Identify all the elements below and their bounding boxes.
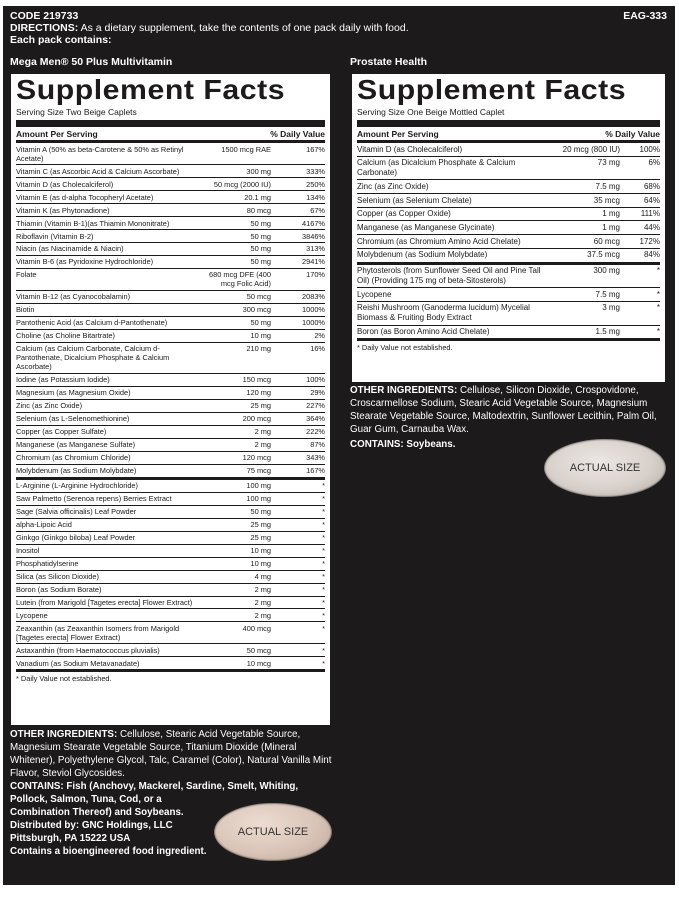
nutrient-daily-value: 2083% xyxy=(301,292,325,302)
nutrient-amount: 80 mcg xyxy=(246,205,271,215)
nutrient-row xyxy=(357,157,660,181)
nutrient-amount: 37.5 mcg xyxy=(587,250,620,260)
nutrient-name: alpha-Lipoic Acid xyxy=(16,520,72,530)
nutrient-name: Molybdenum (as Sodium Molybdate) xyxy=(16,466,137,476)
nutrient-amount: 2 mg xyxy=(254,598,271,608)
nutrient-amount: 20 mcg (800 IU) xyxy=(562,144,620,154)
nutrient-name: Manganese (as Manganese Glycinate) xyxy=(357,222,495,232)
nutrient-daily-value: 67% xyxy=(310,205,325,215)
left-supplement-facts xyxy=(11,74,330,725)
nutrient-daily-value: * xyxy=(322,646,325,656)
left-nutrient-list xyxy=(16,143,325,480)
nutrient-name: Vanadium (as Sodium Metavanadate) xyxy=(16,659,140,669)
nutrient-name: Manganese (as Manganese Sulfate) xyxy=(16,440,136,450)
nutrient-row xyxy=(16,480,325,493)
nutrient-name: Niacin (as Niacinamide & Niacin) xyxy=(16,244,124,254)
nutrient-row xyxy=(16,493,325,506)
nutrient-daily-value: 1000% xyxy=(301,318,325,328)
nutrient-name: Chromium (as Chromium Chloride) xyxy=(16,453,131,463)
facts-title: Supplement Facts xyxy=(16,74,286,105)
nutrient-row xyxy=(16,465,325,480)
nutrient-daily-value: 227% xyxy=(306,401,325,411)
nutrient-daily-value: 84% xyxy=(643,250,660,260)
nutrient-name: Chromium (as Chromium Amino Acid Chelate) xyxy=(357,236,521,246)
nutrient-name: Pantothenic Acid (as Calcium d-Pantothenate) xyxy=(16,318,168,328)
nutrient-name: Sage (Salvia officinalis) Leaf Powder xyxy=(16,507,137,517)
nutrient-row xyxy=(16,545,325,558)
nutrient-daily-value: 3846% xyxy=(301,231,325,241)
nutrient-amount: 120 mg xyxy=(246,388,271,398)
nutrient-amount: 50 mcg (2000 IU) xyxy=(213,179,271,189)
nutrient-name: Magnesium (as Magnesium Oxide) xyxy=(16,388,131,398)
nutrient-daily-value: * xyxy=(322,507,325,517)
nutrient-name: Reishi Mushroom (Ganoderma lucidum) Mycelial Biomass & Fruiting Body Extract xyxy=(357,303,530,323)
nutrient-amount: 2 mg xyxy=(254,585,271,595)
directions-text: As a dietary supplement, take the contents of one pack daily with food. xyxy=(78,22,409,34)
nutrient-amount: 4 mg xyxy=(254,572,271,582)
nutrient-row xyxy=(16,657,325,672)
nutrient-amount: 50 mg xyxy=(250,318,271,328)
nutrient-amount: 7.5 mg xyxy=(595,181,620,191)
nutrient-amount: 1 mg xyxy=(602,209,620,219)
nutrient-daily-value: * xyxy=(322,572,325,582)
nutrient-amount: 300 mg xyxy=(246,166,271,176)
nutrient-row xyxy=(16,558,325,571)
nutrient-daily-value: * xyxy=(322,624,325,634)
caplet-label: ACTUAL SIZE xyxy=(569,462,641,474)
nutrient-daily-value: * xyxy=(322,598,325,608)
actual-size-caplet-left xyxy=(214,803,332,861)
nutrient-amount: 50 mg xyxy=(250,231,271,241)
other-ingredients-label: OTHER INGREDIENTS: xyxy=(350,385,458,396)
nutrient-row xyxy=(16,256,325,269)
nutrient-amount: 50 mcg xyxy=(246,646,271,656)
nutrient-row xyxy=(16,343,325,374)
facts-title: Supplement Facts xyxy=(357,74,627,105)
nutrient-amount: 1.5 mg xyxy=(595,327,620,337)
nutrient-row xyxy=(357,180,660,194)
nutrient-name: Choline (as Choline Bitartrate) xyxy=(16,331,115,341)
nutrient-daily-value: * xyxy=(656,303,660,313)
nutrient-amount: 35 mcg xyxy=(593,195,620,205)
actual-size-caplet-right xyxy=(544,439,666,497)
nutrient-name: Phosphatidylserine xyxy=(16,559,79,569)
nutrient-daily-value: 170% xyxy=(306,270,325,280)
nutrient-amount: 1 mg xyxy=(602,222,620,232)
nutrient-amount: 3 mg xyxy=(602,303,620,313)
nutrient-daily-value: * xyxy=(656,266,660,275)
nutrient-amount: 300 mcg xyxy=(242,305,271,315)
nutrient-amount: 680 mcg DFE (400 mcg Folic Acid) xyxy=(208,270,271,289)
nutrient-row xyxy=(16,204,325,217)
nutrient-amount: 73 mg xyxy=(597,158,620,168)
nutrient-name: Selenium (as Selenium Chelate) xyxy=(357,195,472,205)
nutrient-row xyxy=(16,191,325,204)
nutrient-amount: 10 mg xyxy=(250,331,271,341)
nutrient-daily-value: * xyxy=(322,546,325,556)
nutrient-name: Boron (as Sodium Borate) xyxy=(16,585,102,595)
nutrient-amount: 400 mcg xyxy=(242,624,271,634)
nutrient-row xyxy=(16,330,325,343)
other-ingredients-label: OTHER INGREDIENTS: xyxy=(10,729,118,740)
daily-value-header: % Daily Value xyxy=(605,129,660,139)
nutrient-name: Zinc (as Zinc Oxide) xyxy=(16,401,83,411)
nutrient-name: Ginkgo (Ginkgo biloba) Leaf Powder xyxy=(16,533,136,543)
nutrient-row xyxy=(357,235,660,249)
nutrient-name: Vitamin D (as Cholecalciferol) xyxy=(357,144,463,154)
nutrient-daily-value: 111% xyxy=(640,209,660,219)
nutrient-name: Vitamin E (as d-alpha Tocopheryl Acetate) xyxy=(16,192,154,202)
nutrient-name: Copper (as Copper Oxide) xyxy=(357,209,451,219)
nutrient-row xyxy=(16,609,325,622)
nutrient-row xyxy=(16,584,325,597)
nutrient-name: Selenium (as L-Selenomethionine) xyxy=(16,414,130,424)
nutrient-daily-value: * xyxy=(322,585,325,595)
nutrient-daily-value: * xyxy=(322,659,325,669)
nutrient-daily-value: 167% xyxy=(306,144,325,154)
nutrient-name: Lycopene xyxy=(357,289,392,299)
nutrient-name: Saw Palmetto (Serenoa repens) Berries Extract xyxy=(16,494,172,504)
nutrient-row xyxy=(357,194,660,208)
nutrient-row xyxy=(16,439,325,452)
nutrient-row xyxy=(357,221,660,235)
nutrient-row xyxy=(16,400,325,413)
right-supplement-facts xyxy=(352,74,665,382)
nutrient-row xyxy=(16,452,325,465)
amount-per-serving: Amount Per Serving xyxy=(16,129,98,139)
nutrient-amount: 2 mg xyxy=(254,427,271,437)
contains-allergens: CONTAINS: Soybeans. xyxy=(350,439,456,450)
nutrient-row xyxy=(16,304,325,317)
nutrient-amount: 210 mg xyxy=(246,344,271,354)
nutrient-amount: 50 mg xyxy=(250,218,271,228)
distributor-line-2: Pittsburgh, PA 15222 USA xyxy=(10,833,131,844)
right-ingredient-list xyxy=(357,265,660,342)
nutrient-amount: 25 mg xyxy=(250,520,271,530)
nutrient-amount: 100 mg xyxy=(246,481,271,491)
nutrient-amount: 2 mg xyxy=(254,611,271,621)
nutrient-name: Copper (as Copper Sulfate) xyxy=(16,427,107,437)
nutrient-amount: 50 mg xyxy=(250,507,271,517)
nutrient-daily-value: 6% xyxy=(648,158,660,168)
nutrient-name: Calcium (as Dicalcium Phosphate & Calcium Carbonate) xyxy=(357,158,516,178)
nutrient-name: Calcium (as Calcium Carbonate, Calcium d-Pantothenate, Dicalcium Phosphate & Calcium Ascorbate) xyxy=(16,344,170,372)
nutrient-daily-value: 16% xyxy=(310,344,325,354)
label-sheet xyxy=(3,6,675,885)
nutrient-amount: 60 mcg xyxy=(593,236,620,246)
nutrient-amount: 120 mcg xyxy=(242,453,271,463)
nutrient-row xyxy=(357,288,660,302)
nutrient-row xyxy=(357,208,660,222)
nutrient-name: Astaxanthin (from Haematococcus pluvialis) xyxy=(16,646,160,656)
nutrient-row xyxy=(16,622,325,644)
nutrient-daily-value: * xyxy=(322,481,325,491)
nutrient-name: Vitamin D (as Cholecalciferol) xyxy=(16,179,114,189)
nutrient-amount: 20.1 mg xyxy=(244,192,271,202)
nutrient-row xyxy=(16,519,325,532)
nutrient-daily-value: 44% xyxy=(643,222,660,232)
nutrient-daily-value: 313% xyxy=(306,244,325,254)
column-header xyxy=(16,127,325,143)
nutrient-daily-value: 2941% xyxy=(301,257,325,267)
nutrient-row xyxy=(16,165,325,178)
nutrient-row xyxy=(357,326,660,342)
nutrient-name: Phytosterols (from Sunflower Seed Oil and Pine Tall Oil) (Providing 175 mg of beta-Sitosterols) xyxy=(357,266,541,285)
nutrient-daily-value: 68% xyxy=(643,181,660,191)
nutrient-amount: 150 mcg xyxy=(242,375,271,385)
nutrient-daily-value: 4167% xyxy=(301,218,325,228)
footnote: * Daily Value not established. xyxy=(16,674,112,684)
left-ingredient-list xyxy=(16,480,325,673)
nutrient-name: Inositol xyxy=(16,546,40,556)
contains-line-2: Pollock, Salmon, Tuna, Cod, or a xyxy=(10,794,162,805)
nutrient-row xyxy=(16,230,325,243)
nutrient-row xyxy=(16,178,325,191)
nutrient-amount: 100 mg xyxy=(246,494,271,504)
nutrient-amount: 25 mg xyxy=(250,533,271,543)
nutrient-daily-value: * xyxy=(322,533,325,543)
contains-line-3: Combination Thereof) and Soybeans. xyxy=(10,807,184,818)
nutrient-daily-value: 29% xyxy=(310,388,325,398)
nutrient-daily-value: 167% xyxy=(306,466,325,476)
nutrient-daily-value: 2% xyxy=(314,331,325,341)
serving-size: Serving Size One Beige Mottled Caplet xyxy=(357,105,660,127)
nutrient-row xyxy=(16,571,325,584)
nutrient-name: Vitamin K (as Phytonadione) xyxy=(16,205,110,215)
right-section-title: Prostate Health xyxy=(350,56,428,68)
nutrient-name: Vitamin C (as Ascorbic Acid & Calcium Ascorbate) xyxy=(16,166,180,176)
nutrient-name: Biotin xyxy=(16,305,35,315)
nutrient-amount: 7.5 mg xyxy=(595,289,620,299)
nutrient-row xyxy=(16,374,325,387)
nutrient-amount: 50 mcg xyxy=(246,292,271,302)
nutrient-name: Zeaxanthin (as Zeaxanthin Isomers from Marigold [Tagetes erecta] Flower Extract) xyxy=(16,624,180,643)
nutrient-amount: 25 mg xyxy=(250,401,271,411)
nutrient-name: Molybdenum (as Sodium Molybdate) xyxy=(357,250,488,260)
amount-per-serving: Amount Per Serving xyxy=(357,129,439,139)
daily-value-header: % Daily Value xyxy=(270,129,325,139)
serving-size: Serving Size Two Beige Caplets xyxy=(16,105,325,127)
nutrient-row xyxy=(357,265,660,289)
nutrient-daily-value: 343% xyxy=(306,453,325,463)
nutrient-daily-value: 87% xyxy=(310,440,325,450)
column-header xyxy=(357,127,660,143)
nutrient-name: Boron (as Boron Amino Acid Chelate) xyxy=(357,327,490,337)
nutrient-daily-value: 364% xyxy=(306,414,325,424)
nutrient-row xyxy=(16,413,325,426)
nutrient-row xyxy=(16,597,325,610)
nutrient-daily-value: * xyxy=(322,611,325,621)
directions xyxy=(10,22,409,34)
nutrient-row xyxy=(357,249,660,265)
nutrient-amount: 2 mg xyxy=(254,440,271,450)
nutrient-row xyxy=(16,269,325,291)
nutrient-amount: 10 mg xyxy=(250,559,271,569)
nutrient-amount: 1500 mcg RAE xyxy=(221,144,271,154)
directions-label: DIRECTIONS: xyxy=(10,22,79,34)
right-nutrient-list xyxy=(357,143,660,265)
nutrient-name: Vitamin B-12 (as Cyanocobalamin) xyxy=(16,292,131,302)
nutrient-row xyxy=(16,317,325,330)
nutrient-row xyxy=(16,426,325,439)
nutrient-daily-value: 64% xyxy=(643,195,660,205)
nutrient-daily-value: * xyxy=(322,559,325,569)
nutrient-row xyxy=(16,644,325,657)
nutrient-row xyxy=(16,143,325,165)
nutrient-row xyxy=(16,387,325,400)
product-code: CODE 219733 xyxy=(10,10,79,22)
nutrient-name: Lutein (from Marigold [Tagetes erecta] Flower Extract) xyxy=(16,598,193,608)
nutrient-daily-value: 172% xyxy=(639,236,660,246)
nutrient-amount: 300 mg xyxy=(593,266,620,275)
contains-line-1: CONTAINS: Fish (Anchovy, Mackerel, Sardine, Smelt, Whiting, xyxy=(10,781,299,792)
nutrient-row xyxy=(16,291,325,304)
nutrient-name: Lycopene xyxy=(16,611,48,621)
nutrient-daily-value: 250% xyxy=(306,179,325,189)
nutrient-row xyxy=(16,506,325,519)
nutrient-daily-value: * xyxy=(656,327,660,337)
nutrient-row xyxy=(16,532,325,545)
nutrient-daily-value: * xyxy=(656,289,660,299)
eag-code: EAG-333 xyxy=(623,10,667,22)
distributor-line-1: Distributed by: GNC Holdings, LLC xyxy=(10,820,173,831)
nutrient-daily-value: 222% xyxy=(306,427,325,437)
left-section-title: Mega Men® 50 Plus Multivitamin xyxy=(10,56,173,68)
nutrient-daily-value: 1000% xyxy=(301,305,325,315)
caplet-label: ACTUAL SIZE xyxy=(237,826,309,838)
nutrient-name: Folate xyxy=(16,270,37,280)
nutrient-name: Silica (as Silicon Dioxide) xyxy=(16,572,99,582)
other-ingredients-text: Cellulose, Stearic Acid Vegetable Source, Magnesium Stearate Vegetable Source, Titanium Dioxide (Mineral Whitener), Polyethylene Glycol, Talc, Caramel (Color), Natural Vanilla Mint Flavor, Steviol Glycosides. xyxy=(10,729,332,779)
nutrient-daily-value: 134% xyxy=(306,192,325,202)
nutrient-amount: 50 mg xyxy=(250,244,271,254)
nutrient-name: L-Arginine (L-Arginine Hydrochloride) xyxy=(16,481,138,491)
footnote: * Daily Value not established. xyxy=(357,343,453,353)
nutrient-row xyxy=(357,143,660,157)
nutrient-name: Thiamin (Vitamin B-1)(as Thiamin Mononitrate) xyxy=(16,218,170,228)
nutrient-name: Vitamin B-6 (as Pyridoxine Hydrochloride) xyxy=(16,257,154,267)
nutrient-daily-value: 100% xyxy=(639,144,660,154)
nutrient-daily-value: 333% xyxy=(306,166,325,176)
nutrient-row xyxy=(16,243,325,256)
nutrient-name: Zinc (as Zinc Oxide) xyxy=(357,181,429,191)
bioengineered-note: Contains a bioengineered food ingredient. xyxy=(10,846,207,857)
nutrient-daily-value: 100% xyxy=(306,375,325,385)
nutrient-daily-value: * xyxy=(322,494,325,504)
nutrient-daily-value: * xyxy=(322,520,325,530)
nutrient-amount: 10 mg xyxy=(250,546,271,556)
nutrient-name: Iodine (as Potassium Iodide) xyxy=(16,375,110,385)
nutrient-name: Riboflavin (Vitamin B-2) xyxy=(16,231,94,241)
pack-contains: Each pack contains: xyxy=(10,34,112,46)
nutrient-amount: 75 mcg xyxy=(246,466,271,476)
nutrient-name: Vitamin A (50% as beta-Carotene & 50% as Retinyl Acetate) xyxy=(16,144,184,163)
other-ingredients-text: Cellulose, Silicon Dioxide, Crospovidone, Croscarmellose Sodium, Stearic Acid Vegetable Source, Magnesium Stearate Vegetable Source, Maltodextrin, Sunflower Lecithin, Palm Oil, Guar Gum, Carnauba Wax. xyxy=(350,385,657,435)
nutrient-amount: 50 mg xyxy=(250,257,271,267)
nutrient-row xyxy=(16,217,325,230)
nutrient-amount: 200 mcg xyxy=(242,414,271,424)
nutrient-amount: 10 mcg xyxy=(246,659,271,669)
nutrient-row xyxy=(357,302,660,326)
